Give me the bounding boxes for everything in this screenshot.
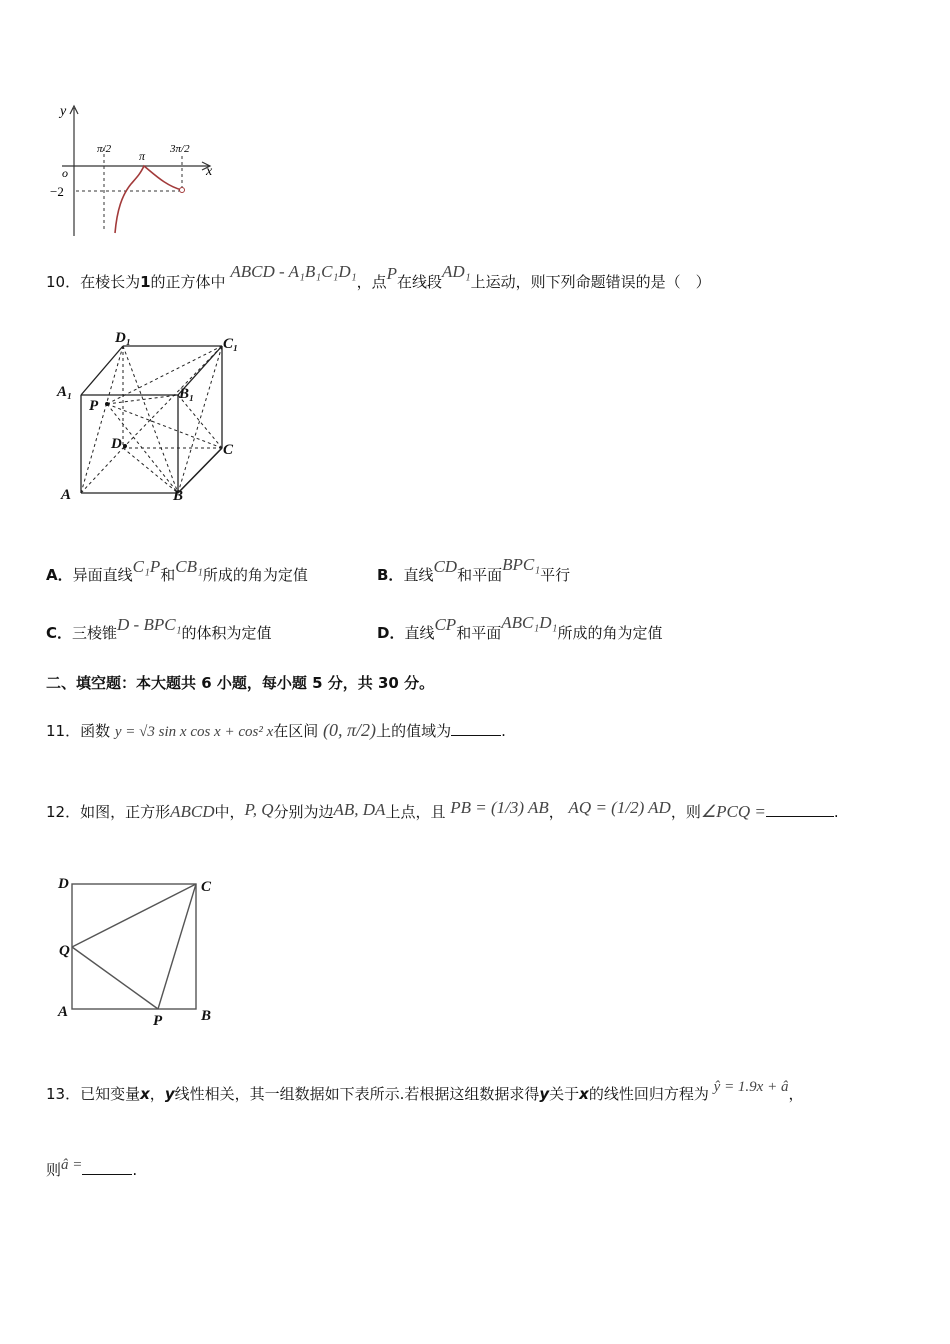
- q10-option-b[interactable]: B．直线CD和平面BPC₁平行: [377, 555, 571, 584]
- q13-answer-blank[interactable]: [82, 1160, 132, 1175]
- cube-edges-dashed: [81, 346, 222, 493]
- q12-condition-1: PB = (1/3) AB: [450, 798, 549, 817]
- open-endpoint: [180, 188, 185, 193]
- point-p: [105, 402, 109, 406]
- cube-label-p: P: [89, 398, 99, 414]
- q13-stem: 13．已知变量x，y线性相关，其一组数据如下表所示.若根据这组数据求得y关于x的线性回归方程为 ŷ = 1.9x + â，: [46, 1079, 804, 1103]
- function-graph: [40, 100, 230, 240]
- q10-number: 10．: [46, 273, 81, 291]
- cube-label-d1: D₁: [115, 330, 132, 346]
- q11-stem: 11．函数 y = √3 sin x cos x + cos² x在区间 (0, π/2)上的值域为 .: [46, 720, 506, 740]
- q12-stem: 12．如图，正方形ABCD中，P, Q分别为边AB, DA上点，且 PB = (1/3) AB， AQ = (1/2) AD，则∠PCQ = .: [46, 798, 839, 821]
- q10-option-d[interactable]: D．直线CP和平面ABC₁D₁所成的角为定值: [377, 613, 663, 642]
- point-d: [123, 444, 127, 448]
- q10-stem: 10．在棱长为1的正方体中 ABCD - A₁B₁C₁D₁，点P在线段AD₁上运动，则下列命题错误的是（ ）: [46, 262, 711, 291]
- cube-label-c: C: [223, 442, 234, 458]
- square-label-c: C: [201, 879, 212, 895]
- graph-guides: [76, 148, 182, 232]
- origin-label: o: [62, 166, 68, 180]
- section-2-title: 二、填空题：本大题共 6 小题，每小题 5 分，共 30 分。: [46, 674, 435, 692]
- cube-figure: [55, 328, 255, 508]
- cube-label-b1: B₁: [179, 386, 195, 402]
- q10-option-c[interactable]: C．三棱锥D - BPC₁的体积为定值: [46, 615, 272, 642]
- q10-cube-name: ABCD - A₁B₁C₁D₁: [230, 262, 357, 281]
- tick-3pi-over-2: 3π/2: [170, 143, 190, 155]
- cube-label-b: B: [173, 488, 184, 504]
- square-figure: [45, 872, 225, 1032]
- graph-curve: [115, 166, 182, 233]
- cube-label-c1: C₁: [223, 336, 239, 352]
- tick-pi: π: [139, 149, 146, 163]
- square-label-a: A: [58, 1004, 69, 1020]
- square-label-q: Q: [59, 943, 70, 959]
- y-axis-label: y: [60, 104, 67, 119]
- q10-option-a[interactable]: A．异面直线C₁P和CB₁所成的角为定值: [46, 557, 308, 584]
- square-label-b: B: [201, 1008, 212, 1024]
- square-label-d: D: [58, 876, 69, 892]
- x-axis-label: x: [206, 164, 213, 179]
- q12-condition-2: AQ = (1/2) AD: [568, 798, 671, 817]
- square-label-p: P: [153, 1013, 163, 1029]
- graph-axes: [62, 106, 210, 236]
- q11-interval: (0, π/2): [323, 720, 377, 740]
- tick-pi-over-2: π/2: [97, 143, 112, 155]
- cube-label-a: A: [61, 487, 72, 503]
- cube-label-d: D: [111, 436, 122, 452]
- q11-answer-blank[interactable]: [451, 721, 501, 736]
- square-lines: [72, 884, 196, 1009]
- cube-label-a1: A₁: [57, 384, 73, 400]
- tick-neg2: −2: [50, 184, 64, 199]
- q12-answer-blank[interactable]: [766, 802, 834, 817]
- q13-regression-equation: ŷ = 1.9x + â: [713, 1079, 789, 1095]
- q11-formula: y = √3 sin x cos x + cos² x: [114, 724, 274, 740]
- q13-line2: 则â = .: [46, 1157, 138, 1179]
